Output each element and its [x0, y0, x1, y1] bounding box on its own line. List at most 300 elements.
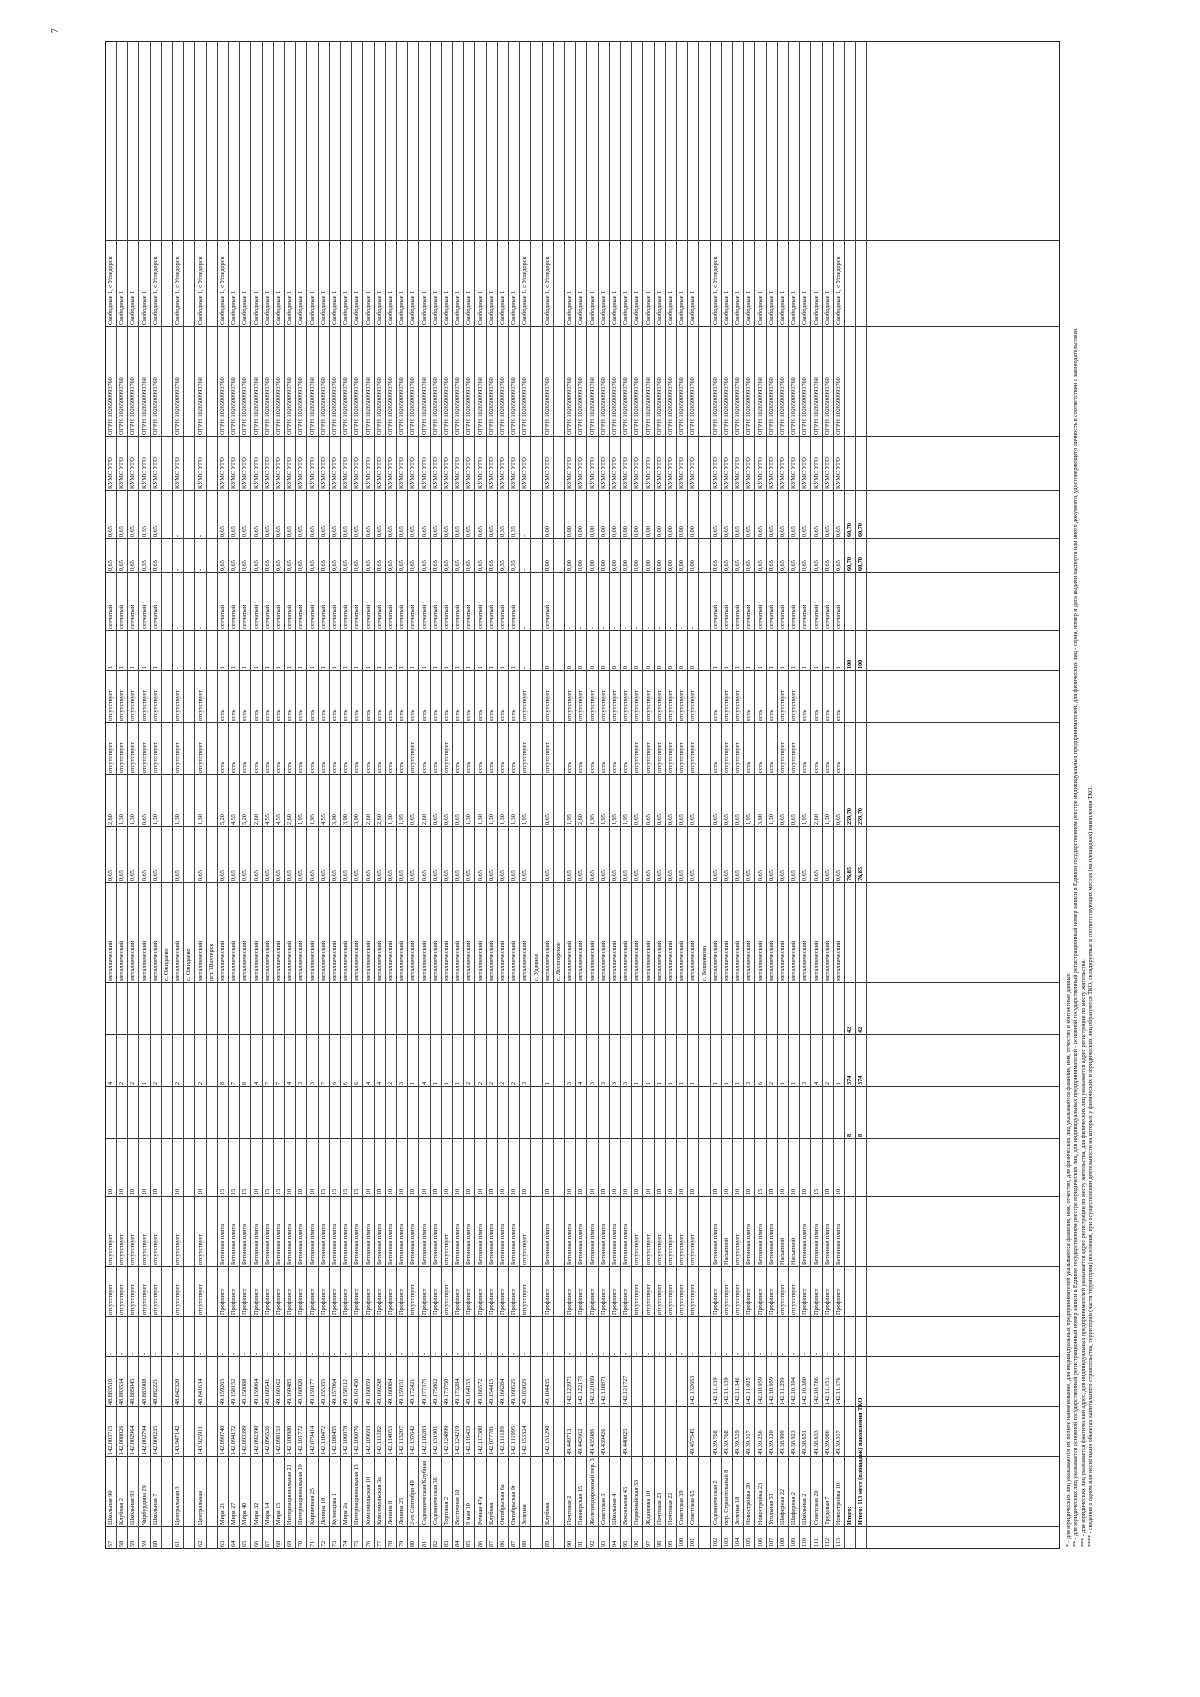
cell-f17: КУМС УГО [196, 457, 204, 489]
cell-lon: 49.160485 [286, 1378, 294, 1405]
cell-f12: есть [398, 709, 406, 721]
cell-n: 105 [745, 1537, 753, 1547]
cell-f10: 1,30 [476, 814, 484, 825]
cell-f2: отсутствует [409, 1284, 417, 1315]
cell-f3: Бетонная плита [275, 1223, 282, 1265]
cell-f8: металлический [734, 940, 742, 981]
cell-f5 [654, 1087, 665, 1139]
cell-f5 [396, 1087, 407, 1139]
cell-f19: Свободные 1 [566, 290, 574, 325]
cell-f19: Свободные 1 [454, 290, 462, 325]
cell-f16: 0,65 [443, 526, 450, 537]
cell-f10: 0,65 [443, 814, 450, 825]
cell-n: 71 [308, 1540, 316, 1547]
cell-n: 86 [476, 1540, 484, 1547]
cell-lat: 142.092390 [252, 1425, 260, 1455]
cell-f4: 15 [331, 1188, 338, 1195]
cell-f8: металлический [308, 940, 316, 981]
cell-f15: 0,65 [790, 560, 798, 571]
cell-f12: есть [331, 709, 338, 721]
cell-f17: КУМС УГО [331, 457, 338, 489]
cell-addr: Мира 14 [263, 1502, 271, 1525]
cell-f16: 0,65 [835, 526, 842, 537]
cell-f10: 0,65 [711, 814, 719, 825]
cell-f8: металлический [655, 940, 663, 981]
cell-f10: 1,30 [767, 814, 775, 825]
cell-addr: Ленина 8 [387, 1500, 394, 1525]
cell-f10: 0,65 [667, 814, 674, 825]
cell-f18: ОГРН 1026500993760 [331, 377, 338, 435]
totals-cell-f16: 60,70 [846, 523, 854, 537]
cell-f14: - [521, 626, 529, 629]
cell-f6: 4 [420, 1081, 428, 1085]
cell-f17: КУМС УГО [667, 457, 674, 489]
cell-f12: отсутствует [129, 690, 137, 721]
table-row [676, 41, 688, 1549]
cell-f5 [385, 1087, 396, 1139]
cell-lon: 142.10.959 [767, 1377, 775, 1405]
cell-f6: 3 [521, 1081, 529, 1085]
cell-f15: 0,65 [476, 560, 484, 571]
cell-f7 [251, 983, 262, 1035]
cell-f8: металлический [398, 940, 406, 981]
cell-f12: есть [387, 709, 394, 721]
table-row [497, 41, 509, 1549]
cell-f8: металлический [387, 940, 394, 981]
cell-f1: - [510, 1352, 518, 1355]
cell-f16: 0,65 [263, 526, 271, 537]
cell-addr: Октябрьская 6а [499, 1484, 506, 1525]
cell-f13: 0 [577, 665, 585, 669]
cell-addr: Железнодорожный пер. 3 [588, 1458, 596, 1525]
cell-lon: 49.161450 [353, 1378, 361, 1405]
cell-addr: Интернациональная 13 [353, 1464, 361, 1525]
cell-f1: - [409, 1352, 417, 1355]
cell-lon: 49.177375 [420, 1378, 428, 1405]
cell-f8: металлический [835, 940, 842, 981]
cell-f16: 0,65 [790, 526, 798, 537]
cell-f17: КУМС УГО [431, 457, 439, 489]
cell-f18: ОГРН 1026500993760 [107, 377, 114, 435]
cell-f10: 0,65 [835, 814, 842, 825]
cell-f8: металлический [331, 940, 338, 981]
cell-f14: - [599, 626, 607, 629]
cell-f2: Профлист [263, 1288, 271, 1315]
cell-n: 79 [398, 1540, 406, 1547]
cell-f19: Свободные 1 [633, 290, 641, 325]
cell-lon: 49.160541 [263, 1378, 271, 1405]
cell-f9: 0,65 [308, 870, 316, 881]
cell-f16: 0,65 [398, 526, 406, 537]
cell-f7 [497, 983, 508, 1035]
cell-f19: Свободные 1 [577, 290, 585, 325]
cell-f5 [318, 1087, 329, 1139]
cell-f9: 0,65 [252, 870, 260, 881]
cell-f18: ОГРН 1026500993760 [263, 377, 271, 435]
cell-f12: есть [342, 709, 350, 721]
cell-f5 [116, 1087, 127, 1139]
cell-f9: 0,65 [599, 870, 607, 881]
cell-f5 [340, 1087, 351, 1139]
cell-f3: Бетонная плита [342, 1223, 350, 1265]
cell-f10: 1,30 [487, 814, 495, 825]
cell-f7 [587, 983, 598, 1035]
cell-lon: 142.11.151 [823, 1377, 831, 1405]
cell-f8: металлический [230, 940, 238, 981]
cell-f16: 0,65 [331, 526, 338, 537]
cell-addr: Центральная 3 [174, 1486, 182, 1525]
cell-lat: 142.131290 [543, 1425, 551, 1455]
cell-f4: 10 [398, 1188, 406, 1195]
cell-f9: 0,65 [543, 870, 551, 881]
cell-f15: 0,35 [499, 560, 506, 571]
cell-f18: ОГРН 1026500993760 [823, 377, 831, 435]
cell-n: 73 [331, 1540, 338, 1547]
cell-f13: 1 [443, 665, 450, 669]
cell-f1: - [353, 1352, 361, 1355]
section-header [531, 41, 543, 1549]
cell-lat: 142.106078 [342, 1425, 350, 1455]
cell-f5 [251, 1087, 262, 1139]
cell-lat: 49.39.768 [723, 1430, 730, 1455]
cell-f7 [239, 983, 250, 1035]
cell-f19: Свободные 1 [286, 290, 294, 325]
cell-f9: 0,65 [454, 870, 462, 881]
cell-lat: 142.111189 [499, 1426, 506, 1455]
cell-f2: Профлист [387, 1288, 394, 1315]
cell-f2: Профлист [297, 1288, 305, 1315]
table-row [172, 41, 184, 1549]
cell-f5 [351, 1087, 362, 1139]
cell-f11: отсутствует [790, 742, 798, 773]
cell-f7 [475, 983, 486, 1035]
cell-f13: 1 [779, 665, 786, 669]
cell-addr: Новостройка 20 [745, 1482, 753, 1525]
cell-n: 68 [275, 1540, 282, 1547]
section-title: с. Ожидаево [163, 948, 170, 981]
cell-n: 85 [465, 1540, 473, 1547]
cell-f19: Свободные 1, с Угледорск [711, 256, 719, 325]
cell-addr: Комсомольская 10 [364, 1476, 372, 1525]
cell-f3: Бетонная плита [353, 1223, 361, 1265]
cell-f4: 10 [431, 1188, 439, 1195]
cell-f11: есть [353, 761, 361, 773]
cell-f5 [598, 1087, 609, 1139]
cell-f3: Бетонная плита [611, 1223, 618, 1265]
cell-f3: Бетонная плита [431, 1223, 439, 1265]
table-row [307, 41, 319, 1549]
cell-f13: 0 [599, 665, 607, 669]
cell-f19: Свободные 1 [823, 290, 831, 325]
cell-f3: Бетонная плита [420, 1223, 428, 1265]
cell-lon: 142.10.394 [790, 1377, 798, 1405]
cell-f8: металлический [678, 940, 686, 981]
cell-f11: отсутствует [129, 742, 137, 773]
cell-f17: КУМС УГО [790, 457, 798, 489]
cell-f13: 1 [140, 665, 148, 669]
cell-f8: металлический [174, 940, 182, 981]
cell-f14: сетчатый [812, 604, 820, 629]
cell-lat: 142.077781 [487, 1425, 495, 1455]
cell-f17: КУМС УГО [745, 457, 753, 489]
cell-f1: - [667, 1352, 674, 1355]
cell-f4: 10 [387, 1188, 394, 1195]
cell-f14: сетчатый [723, 604, 730, 629]
cell-f10: 2,60 [577, 814, 585, 825]
cell-f3: Бетонная плита [465, 1223, 473, 1265]
cell-f10: 1,30 [465, 814, 473, 825]
cell-f10: 0,65 [790, 814, 798, 825]
cell-f19: Свободные 1 [745, 290, 753, 325]
cell-f14: сетчатый [129, 604, 137, 629]
cell-f7 [127, 983, 138, 1035]
cell-f15: 0,65 [465, 560, 473, 571]
cell-f1: - [196, 1352, 204, 1355]
cell-f16: 0,00 [543, 526, 551, 537]
cell-f4: 10 [252, 1188, 260, 1195]
cell-f8: металлический [409, 940, 417, 981]
cell-f5 [542, 1087, 553, 1139]
table-row [228, 41, 240, 1549]
cell-n: 111 [812, 1538, 820, 1547]
totals-cell-f9: 76,85 [846, 867, 854, 881]
cell-f5 [329, 1087, 340, 1139]
cell-addr: Пионерская 15 [577, 1485, 585, 1525]
cell-f11: отсутствует [151, 742, 159, 773]
cell-f5 [172, 1087, 183, 1139]
cell-f11: отсутствует [118, 742, 126, 773]
cell-n: 88 [521, 1540, 529, 1547]
cell-f10: 4,55 [319, 814, 327, 825]
cell-f6: 2 [151, 1081, 159, 1085]
cell-f13: 1 [353, 665, 361, 669]
cell-addr: Шиферная 2 [790, 1492, 798, 1525]
cell-f1: - [633, 1352, 641, 1355]
cell-f16: 0,65 [487, 526, 495, 537]
cell-f3: Бетонная плита [219, 1223, 226, 1265]
cell-lat: 49.38.651 [801, 1430, 809, 1455]
cell-f6: 4 [107, 1081, 114, 1085]
cell-f2: Профлист [835, 1288, 842, 1315]
cell-f6: 1 [409, 1081, 417, 1085]
cell-f9: 0,65 [107, 870, 114, 881]
cell-f16: 0,65 [465, 526, 473, 537]
cell-f5 [441, 1087, 452, 1139]
cell-n: 106 [756, 1537, 764, 1547]
cell-f4: 10 [611, 1188, 618, 1195]
cell-f5 [508, 1087, 519, 1139]
cell-f8: металлический [129, 940, 137, 981]
cell-f16: 0,00 [689, 526, 697, 537]
cell-addr: Школьная 2 [801, 1493, 809, 1525]
cell-f6: 3 [801, 1081, 809, 1085]
cell-f16: - [521, 534, 529, 537]
cell-n: 76 [364, 1540, 372, 1547]
cell-f1: - [801, 1352, 809, 1355]
cell-addr: Октябрьская 9г [510, 1484, 518, 1525]
cell-f1: - [107, 1352, 114, 1355]
cell-f3: Насыпной [723, 1237, 730, 1265]
cell-f18: ОГРН 1026500993760 [734, 377, 742, 435]
cell-lon: 49.159265 [219, 1378, 226, 1405]
cell-f19: Свободные 1 [375, 290, 383, 325]
cell-f3: Бетонная плита [241, 1223, 249, 1265]
cell-f1: - [723, 1352, 730, 1355]
cell-f13: 1 [499, 665, 506, 669]
cell-addr: Садовническая 2 [711, 1480, 719, 1525]
cell-f11: отсутствует [734, 742, 742, 773]
cell-f13: 1 [420, 665, 428, 669]
cell-f18: ОГРН 1026500993760 [230, 377, 238, 435]
cell-f2: отсутствует [779, 1284, 786, 1315]
cell-f3: Бетонная плита [745, 1223, 753, 1265]
cell-f14: сетчатый [734, 604, 742, 629]
cell-f8: металлический [375, 940, 383, 981]
cell-f6: 3 [622, 1081, 630, 1085]
cell-f16: 0,00 [667, 526, 674, 537]
cell-f11: есть [499, 761, 506, 773]
cell-f16: 0,65 [308, 526, 316, 537]
cell-f18: ОГРН 1026500993760 [241, 377, 249, 435]
cell-f11: есть [465, 761, 473, 773]
cell-f8: металлический [353, 940, 361, 981]
cell-f2: Профлист [588, 1288, 596, 1315]
cell-lat: 142.100980 [286, 1425, 294, 1455]
cell-f5 [228, 1087, 239, 1139]
cell-f16: 0,00 [622, 526, 630, 537]
cell-f9: 0,65 [835, 870, 842, 881]
cell-f9: 0,65 [801, 870, 809, 881]
cell-f17: КУМС УГО [275, 457, 282, 489]
cell-f19: Свободные 1 [723, 290, 730, 325]
cell-f1: - [745, 1352, 753, 1355]
cell-f2: Профлист [398, 1288, 406, 1315]
cell-f7 [340, 983, 351, 1035]
table-row [363, 41, 375, 1549]
cell-f9: 0,65 [521, 870, 529, 881]
cell-n: 82 [431, 1540, 439, 1547]
cell-f2: Профлист [431, 1288, 439, 1315]
cell-f3: Бетонная плита [387, 1223, 394, 1265]
cell-f4: 15 [756, 1188, 764, 1195]
cell-f14: сетчатый [745, 604, 753, 629]
cell-f4: 10 [420, 1188, 428, 1195]
cell-f15: 0,65 [319, 560, 327, 571]
cell-lon: 49.166284 [499, 1378, 506, 1405]
cell-n: 70 [297, 1540, 305, 1547]
table-row [284, 41, 296, 1549]
cell-f16: 0,65 [801, 526, 809, 537]
cell-lon: 48.883510 [107, 1378, 114, 1405]
cell-f11: есть [812, 761, 820, 773]
cell-f10: 2,60 [812, 814, 820, 825]
cell-f17: КУМС УГО [801, 457, 809, 489]
cell-f17: КУМС УГО [353, 457, 361, 489]
cell-f12: есть [454, 709, 462, 721]
cell-f3: Бетонная плита [823, 1223, 831, 1265]
cell-f17: КУМС УГО [409, 457, 417, 489]
cell-f11: отсутствует [543, 742, 551, 773]
cell-f12: отсутствует [655, 690, 663, 721]
cell-addr: Зеленая [521, 1504, 529, 1525]
cell-n: 57 [107, 1540, 114, 1547]
cell-f2: отсутствует [723, 1284, 730, 1315]
cell-f18: ОГРН 1026500993760 [521, 377, 529, 435]
cell-n: 59 [129, 1540, 137, 1547]
cell-f18: ОГРН 1026500993760 [308, 377, 316, 435]
cell-f18: ОГРН 1026500993760 [118, 377, 126, 435]
cell-f17: КУМС УГО [622, 457, 630, 489]
cell-f3: отсутствует [443, 1234, 450, 1265]
cell-n: 74 [342, 1540, 350, 1547]
cell-f19: Свободные 1 [364, 290, 372, 325]
cell-f19: Свободные 1 [499, 290, 506, 325]
register-table [105, 41, 1060, 1549]
cell-lat [609, 1407, 620, 1457]
cell-f8: металлический [711, 940, 719, 981]
cell-f13: 1 [756, 665, 764, 669]
cell-f16: 0,65 [286, 526, 294, 537]
cell-n: 95 [622, 1540, 630, 1547]
cell-f8: металлический [487, 940, 495, 981]
totals-cell-f6: 374 [857, 1075, 865, 1085]
cell-f14: сетчатый [151, 604, 159, 629]
section-header [699, 41, 711, 1549]
cell-f19: Свободные 1 [510, 290, 518, 325]
cell-f13: 1 [364, 665, 372, 669]
cell-lon: 49.183025 [521, 1378, 529, 1405]
table-row [598, 41, 610, 1549]
cell-f5 [407, 1087, 418, 1139]
cell-f1: - [611, 1352, 618, 1355]
cell-f14: сетчатый [297, 604, 305, 629]
cell-n: 109 [790, 1537, 798, 1547]
cell-f8: металлический [510, 940, 518, 981]
cell-lon [654, 1357, 665, 1407]
cell-f11: есть [241, 761, 249, 773]
cell-f11: есть [252, 761, 260, 773]
cell-f19: Свободные 1 [767, 290, 775, 325]
cell-f6: 1 [678, 1081, 686, 1085]
cell-f3: Бетонная плита [252, 1223, 260, 1265]
cell-f4: 10 [196, 1188, 204, 1195]
cell-f11: есть [510, 761, 518, 773]
cell-f2: отсутствует [107, 1284, 114, 1315]
table-row [587, 41, 599, 1549]
cell-f19: Свободные 1 [779, 290, 786, 325]
cell-f10: 2,60 [252, 814, 260, 825]
cell-f3: отсутствует [734, 1234, 742, 1265]
cell-f12: есть [241, 709, 249, 721]
cell-f11: отсутствует [779, 742, 786, 773]
cell-lon: 142.11.139 [711, 1377, 719, 1405]
cell-f8: металлический [499, 940, 506, 981]
table-row [407, 41, 419, 1549]
cell-f4: 10 [588, 1188, 596, 1195]
cell-n: 90 [566, 1540, 574, 1547]
cell-lon [609, 1357, 620, 1407]
cell-f15: 0,65 [353, 560, 361, 571]
cell-f17: КУМС УГО [107, 457, 114, 489]
cell-f11: есть [599, 761, 607, 773]
cell-f1: - [319, 1352, 327, 1355]
cell-f16: 0,35 [499, 526, 506, 537]
cell-f7 [262, 983, 273, 1035]
cell-f11: отсутствует [409, 742, 417, 773]
cell-f9: 0,65 [241, 870, 249, 881]
cell-f7 [833, 983, 844, 1035]
cell-f6: 1 [443, 1081, 450, 1085]
